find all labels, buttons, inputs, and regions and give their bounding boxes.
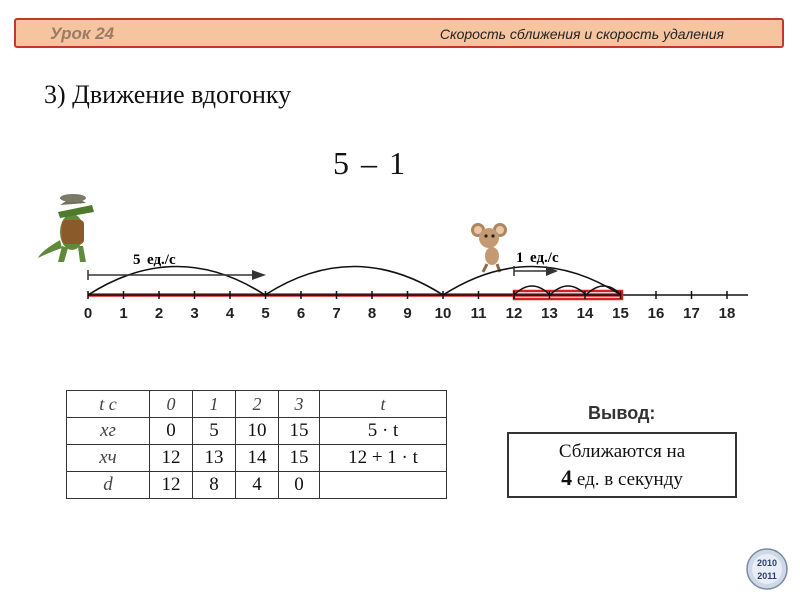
formula-right: 1 [389, 145, 407, 181]
row-label: d [67, 472, 150, 499]
jump-arc [265, 267, 443, 296]
speed-second-unit: ед./с [530, 250, 559, 266]
table-cell: 10 [236, 418, 279, 445]
crocodile-icon [38, 194, 94, 262]
table-cell: 5 · t [320, 418, 447, 445]
axis-tick-label: 17 [683, 305, 700, 322]
table-header-cell: 3 [279, 391, 320, 418]
motion-table [66, 390, 447, 499]
axis-tick-label: 10 [434, 305, 452, 322]
axis-tick-label: 13 [541, 305, 558, 322]
table-header-row [67, 391, 447, 418]
table-cell [320, 472, 447, 499]
table-cell: 12 [150, 472, 193, 499]
formula-operator: – [361, 145, 379, 181]
conclusion-box [507, 432, 737, 498]
table-cell: 8 [193, 472, 236, 499]
axis-tick-label: 14 [576, 305, 594, 322]
lesson-number: Урок 24 [50, 24, 115, 43]
axis-tick-label: 7 [332, 305, 341, 322]
mouse-icon [471, 223, 507, 272]
axis-tick-label: 11 [470, 305, 487, 322]
axis-tick-label: 2 [154, 305, 164, 322]
table-header-cell: 0 [150, 391, 193, 418]
table-cell: 12 + 1 · t [320, 445, 447, 472]
table-row [67, 418, 447, 445]
conclusion-line2 [509, 465, 735, 493]
row-label: xг [67, 418, 150, 445]
table-cell: 13 [193, 445, 236, 472]
axis-tick-label: 8 [367, 305, 377, 322]
table-header-cell: 1 [193, 391, 236, 418]
lesson-topic: Скорость сближения и скорость удаления [439, 26, 724, 42]
speed-first-unit: ед./с [147, 252, 176, 268]
table-header-cell: t [320, 391, 447, 418]
speed-second-value: 1 [516, 250, 524, 266]
table-cell: 4 [236, 472, 279, 499]
axis-tick-label: 0 [83, 305, 93, 322]
axis-tick-label: 3 [190, 305, 199, 322]
section-title: 3) Движение вдогонку [44, 80, 292, 109]
table-cell: 15 [279, 445, 320, 472]
conclusion-unit: ед. в секунду [576, 469, 683, 490]
jump-arc [88, 267, 265, 296]
speed-first-value: 5 [133, 252, 141, 268]
axis-tick-label: 16 [647, 305, 665, 322]
closing-speed-formula [333, 145, 407, 182]
formula-left: 5 [333, 145, 351, 181]
table-cell: 0 [279, 472, 320, 499]
table-row [67, 445, 447, 472]
axis-tick-label: 12 [505, 305, 523, 322]
table-cell: 12 [150, 445, 193, 472]
table-row [67, 472, 447, 499]
speed-arrow-second [514, 250, 559, 276]
table-cell: 14 [236, 445, 279, 472]
axis-tick-labels [84, 305, 736, 322]
conclusion-value: 4 [561, 465, 573, 490]
year-badge-icon [746, 548, 788, 590]
axis-tick-label: 9 [403, 305, 412, 322]
table-cell: 0 [150, 418, 193, 445]
badge-year-start: 2010 [756, 558, 778, 568]
table-cell: 5 [193, 418, 236, 445]
axis-tick-label: 15 [612, 305, 629, 322]
axis-tick-label: 1 [119, 305, 128, 322]
axis-tick-label: 18 [718, 305, 736, 322]
axis-tick-label: 4 [225, 305, 235, 322]
row-label: xч [67, 445, 150, 472]
table-header-cell: t с [67, 391, 150, 418]
axis-tick-label: 5 [261, 305, 270, 322]
axis-tick-label: 6 [296, 305, 306, 322]
lesson-header [14, 18, 784, 48]
table-header-cell: 2 [236, 391, 279, 418]
table-cell: 15 [279, 418, 320, 445]
badge-year-end: 2011 [757, 571, 777, 581]
number-line-diagram [0, 180, 800, 330]
conclusion-line1: Сближаются на [558, 441, 686, 462]
conclusion-title: Вывод: [588, 403, 656, 423]
